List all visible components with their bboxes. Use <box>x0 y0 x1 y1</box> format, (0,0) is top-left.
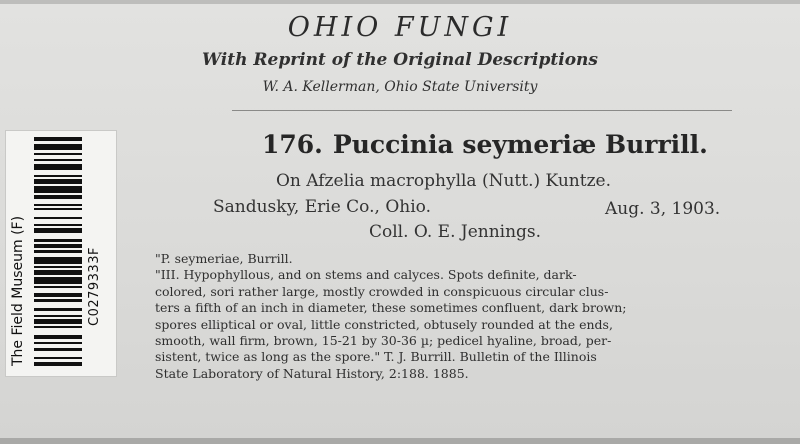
description-line: "III. Hypophyllous, and on stems and calyces. Spots definite, dark- <box>155 267 577 283</box>
barcode-gap <box>34 328 82 335</box>
collector: Coll. O. E. Jennings. <box>369 222 542 242</box>
barcode <box>34 137 82 369</box>
bottom-edge <box>0 438 800 444</box>
description-line: ters a fifth of an inch in diameter, these sometimes confluent, dark brown; <box>155 300 627 316</box>
species-heading <box>262 130 708 159</box>
page-title: OHIO FUNGI <box>287 12 513 43</box>
original-description <box>155 251 775 382</box>
host-line: On Afzelia macrophylla (Nutt.) Kuntze. <box>276 171 612 191</box>
barcode-gap <box>34 302 82 309</box>
barcode-gap <box>34 351 82 358</box>
description-line: smooth, wall firm, brown, 15-21 by 30-36 µ; pedicel hyaline, broad, per- <box>155 333 612 349</box>
page-subtitle: With Reprint of the Original Descriptions <box>202 50 598 70</box>
collection-date: Aug. 3, 1903. <box>605 199 721 219</box>
description-line: spores elliptical or oval, little constricted, obtusely rounded at the ends, <box>155 316 613 332</box>
barcode-bar <box>34 186 82 193</box>
author-line: W. A. Kellerman, Ohio State University <box>262 79 538 95</box>
barcode-bar <box>34 277 82 284</box>
species-name: Puccinia seymeriæ Burrill. <box>332 130 708 159</box>
barcode-gap <box>34 366 82 368</box>
description-line: sistent, twice as long as the spore." T. J. Burrill. Bulletin of the Illinois <box>155 349 597 365</box>
description-line: colored, sori rather large, mostly crowded in conspicuous circular clus- <box>155 283 609 299</box>
barcode-bar <box>34 144 82 151</box>
barcode-bar <box>34 257 82 264</box>
specimen-number: 176. <box>262 130 323 159</box>
description-line: State Laboratory of Natural History, 2:188. 1885. <box>155 365 469 381</box>
institution-name: The Field Museum (F) <box>10 215 26 366</box>
locality: Sandusky, Erie Co., Ohio. <box>213 197 431 217</box>
barcode-gap <box>34 233 82 240</box>
barcode-bar <box>34 164 82 171</box>
top-edge <box>0 0 800 4</box>
divider <box>232 110 732 111</box>
catalog-number: C0279333F <box>87 247 102 326</box>
description-line: "P. seymeriae, Burrill. <box>155 251 293 266</box>
barcode-gap <box>34 210 82 217</box>
